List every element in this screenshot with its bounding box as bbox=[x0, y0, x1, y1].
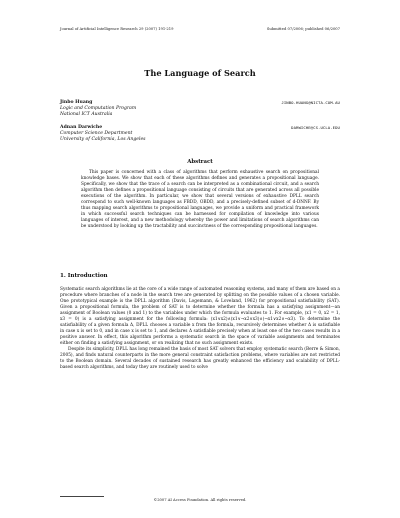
author-name: Adnan Darwiche bbox=[60, 125, 103, 130]
author-block-2 bbox=[60, 125, 340, 143]
body-paragraph: Despite its simplicity, DPLL has long remained the basis of most SAT solvers that employ systematic search (Berre & Simon, 2005), and finds natural counterparts in the more general constraint satisfaction problems, where variables are not restricted to the Boolean domain. Several decades of sustained research has greatly enhanced the efficiency and scalability of DPLL-based search algorithms, and today they are routinely used to solve bbox=[60, 347, 340, 371]
author-block-1 bbox=[60, 100, 340, 118]
running-header bbox=[60, 27, 340, 31]
section-body bbox=[60, 287, 340, 371]
author-affiliation-line: Logic and Computation Program bbox=[60, 106, 137, 112]
author-name: Jinbo Huang bbox=[60, 100, 93, 105]
section-heading: 1. Introduction bbox=[60, 273, 108, 279]
author-email: DARWICHE@CS.UCLA.EDU bbox=[291, 125, 340, 130]
author-affiliation-line: Computer Science Department bbox=[60, 131, 133, 137]
abstract-text: This paper is concerned with a class of algorithms that perform exhaustive search on propositional knowledge bases. We show that each of these algorithms defines and generates a propositional language. Specifically, we show that the trace of a search can be interpreted as a combinational circuit, and a search algorithm then defines a propositional language consisting of circuits that are generated across all possible executions of the algorithm. In particular, we show that several versions of exhaustive DPLL search correspond to such well-known languages as FBDD, OBDD, and a precisely-defined subset of d-DNNF. By thus mapping search algorithms to propositional languages, we provide a uniform and practical framework in which successful search techniques can be harnessed for compilation of knowledge into various languages of interest, and a new methodology whereby the power and limitations of search algorithms can be understood by looking up the tractability and succinctness of the corresponding propositional languages. bbox=[81, 170, 319, 229]
paper-title: The Language of Search bbox=[144, 68, 256, 78]
journal-citation: Journal of Artificial Intelligence Research 29 (2007) 191-219 bbox=[60, 27, 174, 31]
author-affiliation-line: National ICT Australia bbox=[60, 112, 113, 118]
author-affiliation-line: University of California, Los Angeles bbox=[60, 137, 146, 143]
author-email: JINBO.HUANG@NICTA.COM.AU bbox=[281, 100, 340, 105]
body-paragraph: Systematic search algorithms lie at the core of a wide range of automated reasoning systems, and many of them are based on a procedure where branches of a node in the search tree are generated by splitting on the possible values of a chosen variable. One prototypical example is the DPLL algorithm (Davis, Logemann, & Loveland, 1962) for propositional satisfiability (SAT). Given a propositional formula, the problem of SAT is to determine whether the formula has a satisfying assignment—an assignment of Boolean values (0 and 1) to the variables under which the formula evaluates to 1. For example, (x1 = 0, x2 = 1, x3 = 0) is a satisfying assignment for the following formula: (x1∨x2)∧(x1∨¬x2∨x3)∧(¬x1∨x2∨¬x3). To determine the satisfiability of a given formula Δ, DPLL chooses a variable x from the formula, recursively determines whether Δ is satisfiable in case x is set to 0, and in case x is set to 1, and declares Δ satisfiable precisely when at least one of the two cases results in a positive answer. In effect, this algorithm performs a systematic search in the space of variable assignments and terminates either on finding a satisfying assignment, or on realizing that no such assignment exists. bbox=[60, 287, 340, 347]
abstract-heading: Abstract bbox=[187, 159, 213, 165]
copyright-footer: ©2007 AI Access Foundation. All rights reserved. bbox=[153, 498, 247, 502]
footer-divider bbox=[60, 496, 104, 497]
submission-dates: Submitted 07/2006; published 06/2007 bbox=[266, 27, 340, 31]
